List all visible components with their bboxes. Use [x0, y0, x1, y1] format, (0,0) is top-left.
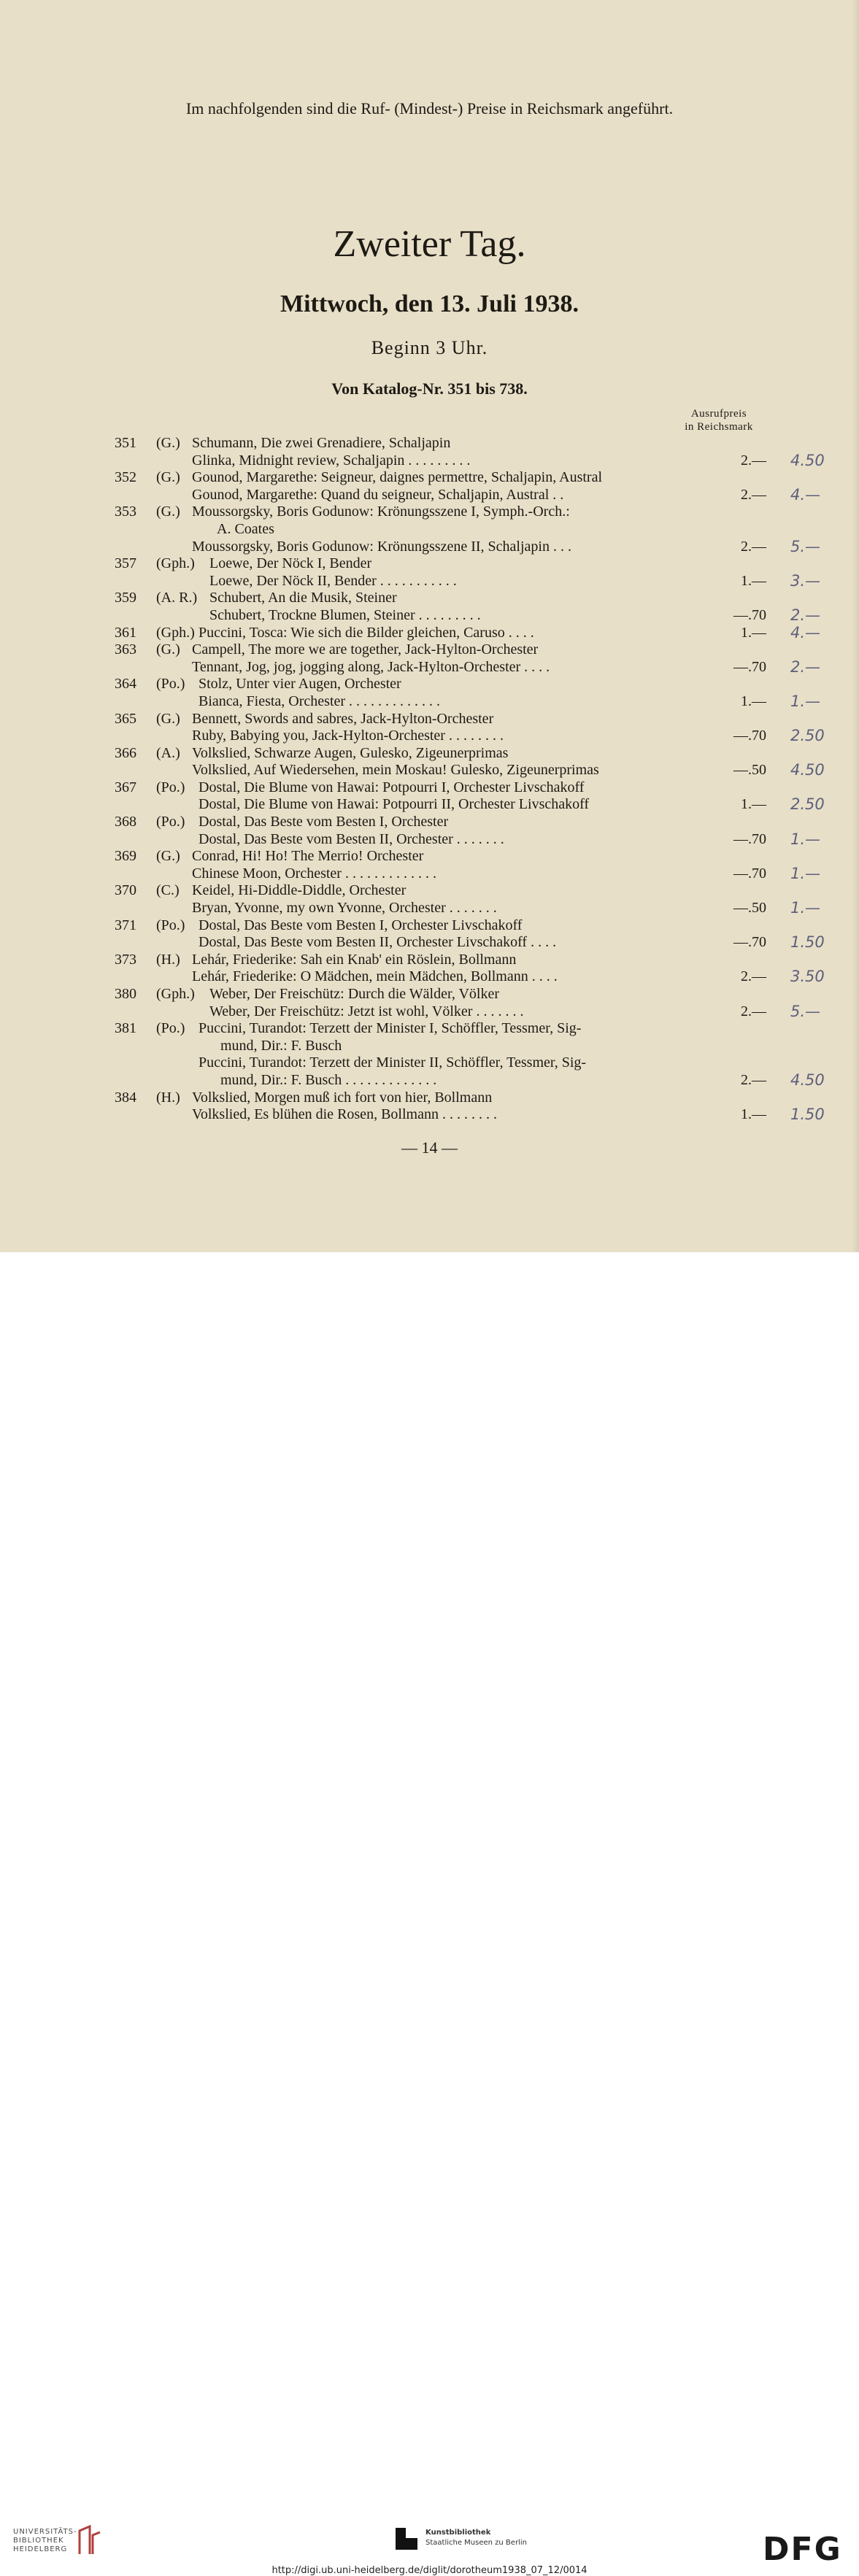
lot-description: Weber, Der Freischütz: Durch die Wälder, Völker [209, 986, 500, 1002]
lot-number: 361 [115, 624, 136, 641]
lot-description: Keidel, Hi-Diddle-Diddle, Orchester [192, 882, 407, 899]
record-label: (G.) [156, 435, 180, 451]
record-label: (G.) [156, 504, 180, 520]
lot-line [0, 865, 859, 883]
kunst-subtitle: Staatliche Museen zu Berlin [425, 2539, 527, 2547]
lot-line [0, 625, 859, 642]
lot-description: Bryan, Yvonne, my own Yvonne, Orchester . . . . . . . [192, 900, 497, 917]
lot-line [0, 555, 859, 573]
starting-price: —.70 [733, 865, 766, 882]
lot-line [0, 693, 859, 711]
lot-line [0, 711, 859, 728]
lot-description: mund, Dir.: F. Busch [220, 1037, 342, 1054]
lot-description: Schumann, Die zwei Grenadiere, Schaljapin [192, 435, 451, 451]
uni-line-3: HEIDELBERG [13, 2545, 68, 2553]
starting-price: 2.— [741, 486, 766, 503]
record-label: (Po.) [156, 917, 185, 933]
day-title: Zweiter Tag. [333, 223, 526, 265]
handwritten-price: 4.50 [790, 761, 825, 779]
starting-price: 2.— [741, 1071, 766, 1088]
lot-line [0, 469, 859, 487]
lot-line [0, 452, 859, 470]
lot-description: Volkslied, Schwarze Augen, Gulesko, Zigeunerprimas [192, 744, 509, 761]
lot-line [0, 573, 859, 590]
handwritten-price: 5.— [790, 1002, 821, 1020]
university-library-label [13, 2528, 77, 2554]
starting-price: —.70 [733, 830, 766, 847]
start-time: Beginn 3 Uhr. [371, 337, 488, 358]
record-label: (G.) [156, 710, 180, 727]
lot-line [0, 1038, 859, 1055]
handwritten-price: 3.50 [790, 968, 825, 986]
record-label: (G.) [156, 641, 180, 658]
lot-number: 368 [115, 814, 136, 830]
handwritten-price: 1.— [790, 692, 821, 710]
lot-line [0, 659, 859, 676]
lot-description: Puccini, Turandot: Terzett der Minister II, Schöffler, Tessmer, Sig- [199, 1054, 587, 1071]
record-label: (Po.) [156, 676, 185, 693]
auction-date: Mittwoch, den 13. Juli 1938. [280, 290, 579, 317]
handwritten-price: 3.— [790, 571, 821, 590]
lot-line [0, 900, 859, 917]
lot-description: Bennett, Swords and sabres, Jack-Hylton-Orchester [192, 710, 494, 727]
lot-description: Dostal, Die Blume von Hawai: Potpourri II, Orchester Livschakoff [199, 796, 590, 813]
starting-price: 1.— [741, 796, 766, 813]
lot-line [0, 779, 859, 797]
lot-description: Lehár, Friederike: O Mädchen, mein Mädchen, Bollmann . . . . [192, 968, 558, 985]
lot-line [0, 641, 859, 659]
handwritten-price: 2.— [790, 658, 821, 676]
handwritten-price: 1.50 [790, 933, 825, 952]
lot-description: Weber, Der Freischütz: Jetzt ist wohl, Völker . . . . . . . [209, 1003, 524, 1019]
lot-number: 364 [115, 676, 136, 693]
lot-line [0, 952, 859, 969]
lot-line [0, 607, 859, 625]
lot-line [0, 986, 859, 1003]
lot-line [0, 1106, 859, 1124]
lot-number: 369 [115, 848, 136, 865]
record-label: (Gph.) [156, 555, 195, 572]
lot-number: 351 [115, 435, 136, 451]
starting-price: —.50 [733, 900, 766, 917]
record-label: (A. R.) [156, 590, 198, 606]
uni-line-2: BIBLIOTHEK [13, 2537, 64, 2545]
handwritten-price: 2.50 [790, 727, 825, 745]
lot-line [0, 504, 859, 521]
lot-description: Gounod, Margarethe: Quand du seigneur, Schaljapin, Austral . . [192, 486, 564, 503]
handwritten-price: 4.50 [790, 451, 825, 469]
lot-description: Campell, The more we are together, Jack-Hylton-Orchester [192, 641, 539, 658]
lot-number: 380 [115, 986, 136, 1002]
lot-description: Gounod, Margarethe: Seigneur, daignes permettre, Schaljapin, Austral [192, 469, 603, 486]
record-label: (Po.) [156, 814, 185, 830]
lot-description: Volkslied, Morgen muß ich fort von hier, Bollmann [192, 1089, 493, 1106]
handwritten-price: 1.— [790, 864, 821, 882]
lot-description: Volkslied, Es blühen die Rosen, Bollmann . . . . . . . . [192, 1106, 497, 1123]
lot-description: Chinese Moon, Orchester . . . . . . . . . . . . . [192, 865, 436, 882]
record-label: (Po.) [156, 779, 185, 795]
lot-description: Dostal, Das Beste vom Besten I, Orchester [199, 814, 449, 830]
lot-number: 352 [115, 469, 136, 486]
lot-description: Dostal, Das Beste vom Besten II, Orchester Livschakoff . . . . [199, 934, 557, 951]
price-header-line1: Ausrufpreis [690, 408, 747, 420]
lot-list [0, 435, 859, 1124]
handwritten-price: 5.— [790, 537, 821, 555]
handwritten-price: 4.— [790, 485, 821, 504]
lot-number: 359 [115, 590, 136, 606]
starting-price: —.70 [733, 606, 766, 623]
lot-number: 370 [115, 882, 136, 899]
lot-line [0, 796, 859, 814]
lot-description: Loewe, Der Nöck I, Bender [209, 555, 372, 572]
starting-price: 2.— [741, 452, 766, 468]
handwritten-price: 1.50 [790, 1106, 825, 1124]
record-label: (G.) [156, 469, 180, 486]
lot-description: Dostal, Das Beste vom Besten II, Orchester . . . . . . . [199, 830, 504, 847]
lot-number: 371 [115, 917, 136, 933]
lot-description: Ruby, Babying you, Jack-Hylton-Orchester . . . . . . . . [192, 728, 504, 744]
lot-line [0, 728, 859, 745]
lot-line [0, 1020, 859, 1038]
record-label: (A.) [156, 744, 180, 761]
handwritten-price: 1.— [790, 830, 821, 848]
lot-line [0, 745, 859, 763]
lot-number: 363 [115, 641, 136, 658]
lot-description: mund, Dir.: F. Busch . . . . . . . . . . . . . [220, 1071, 437, 1088]
record-label: (C.) [156, 882, 180, 899]
lot-description: Bianca, Fiesta, Orchester . . . . . . . . . . . . . [199, 693, 441, 709]
lot-description: Tennant, Jog, jog, jogging along, Jack-Hylton-Orchester . . . . [192, 658, 550, 675]
lot-line [0, 934, 859, 952]
lot-line [0, 1072, 859, 1090]
lot-line [0, 848, 859, 865]
lot-number: 366 [115, 744, 136, 761]
handwritten-price: 2.— [790, 606, 821, 624]
lot-line [0, 487, 859, 504]
kunst-title: Kunstbibliothek [425, 2529, 491, 2537]
record-label: (G.) [156, 848, 180, 865]
handwritten-price: 4.50 [790, 1071, 825, 1089]
catalog-range: Von Katalog-Nr. 351 bis 738. [331, 379, 528, 398]
lot-description: Puccini, Tosca: Wie sich die Bilder gleichen, Caruso . . . . [199, 624, 534, 641]
lot-number: 367 [115, 779, 136, 795]
record-label: (Gph.) [156, 986, 195, 1002]
lot-line [0, 1090, 859, 1107]
lot-number: 365 [115, 710, 136, 727]
lot-description: Dostal, Die Blume von Hawai: Potpourri I, Orchester Livschakoff [199, 779, 585, 795]
starting-price: —.50 [733, 762, 766, 779]
lot-description: Volkslied, Auf Wiedersehen, mein Moskau! Gulesko, Zigeunerprimas [192, 762, 599, 779]
starting-price: —.70 [733, 658, 766, 675]
dfg-logo: DFG [763, 2531, 842, 2568]
kunstbibliothek-logo-icon [394, 2526, 419, 2551]
header-note: Im nachfolgenden sind die Ruf- (Mindest-) Preise in Reichsmark angeführt. [185, 99, 674, 117]
lot-line [0, 1003, 859, 1021]
lot-number: 373 [115, 951, 136, 968]
university-logo-icon [77, 2525, 103, 2558]
lot-description: Lehár, Friederike: Sah ein Knab' ein Röslein, Bollmann [192, 951, 517, 968]
starting-price: 1.— [741, 693, 766, 709]
source-url[interactable]: http://digi.ub.uni-heidelberg.de/diglit/dorotheum1938_07_12/0014 [271, 2565, 588, 2576]
record-label: (H.) [156, 951, 180, 968]
lot-description: Schubert, An die Musik, Steiner [209, 590, 397, 606]
starting-price: 2.— [741, 538, 766, 555]
lot-line [0, 762, 859, 779]
record-label: (H.) [156, 1089, 180, 1106]
lot-description: Conrad, Hi! Ho! The Merrio! Orchester [192, 848, 424, 865]
price-header-line2: in Reichsmark [685, 421, 753, 433]
starting-price: 2.— [741, 968, 766, 985]
page-number: — 14 — [401, 1138, 458, 1157]
starting-price: 1.— [741, 572, 766, 589]
footer-bar [0, 1252, 859, 2576]
lot-line [0, 539, 859, 556]
lot-line [0, 831, 859, 849]
handwritten-price: 2.50 [790, 795, 825, 814]
lot-description: Stolz, Unter vier Augen, Orchester [199, 676, 401, 693]
lot-description: Dostal, Das Beste vom Besten I, Orchester Livschakoff [199, 917, 523, 933]
lot-description: Glinka, Midnight review, Schaljapin . . . . . . . . . [192, 452, 471, 468]
lot-line [0, 590, 859, 607]
lot-line [0, 676, 859, 693]
lot-line [0, 521, 859, 539]
lot-line [0, 917, 859, 935]
lot-line [0, 435, 859, 452]
record-label: (Po.) [156, 1020, 185, 1037]
lot-number: 381 [115, 1020, 136, 1037]
lot-number: 357 [115, 555, 136, 572]
starting-price: 1.— [741, 624, 766, 641]
lot-number: 353 [115, 504, 136, 520]
starting-price: 1.— [741, 1106, 766, 1123]
lot-description: A. Coates [217, 520, 274, 537]
lot-line [0, 814, 859, 831]
lot-description: Moussorgsky, Boris Godunow: Krönungsszene I, Symph.-Orch.: [192, 504, 570, 520]
starting-price: —.70 [733, 728, 766, 744]
starting-price: —.70 [733, 934, 766, 951]
document-page [0, 0, 859, 1252]
lot-description: Puccini, Turandot: Terzett der Minister I, Schöffler, Tessmer, Sig- [199, 1020, 582, 1037]
uni-line-1: UNIVERSITÄTS- [13, 2528, 77, 2536]
lot-description: Moussorgsky, Boris Godunow: Krönungsszene II, Schaljapin . . . [192, 538, 571, 555]
lot-description: Loewe, Der Nöck II, Bender . . . . . . . . . . . [209, 572, 457, 589]
record-label: (Gph.) [156, 624, 195, 641]
price-column-header [657, 407, 781, 433]
starting-price: 2.— [741, 1003, 766, 1019]
lot-line [0, 968, 859, 986]
lot-line [0, 882, 859, 900]
kunstbibliothek-label [425, 2528, 527, 2548]
handwritten-price: 4.— [790, 623, 821, 641]
handwritten-price: 1.— [790, 899, 821, 917]
lot-line [0, 1054, 859, 1072]
lot-description: Schubert, Trockne Blumen, Steiner . . . . . . . . . [209, 606, 481, 623]
lot-number: 384 [115, 1089, 136, 1106]
